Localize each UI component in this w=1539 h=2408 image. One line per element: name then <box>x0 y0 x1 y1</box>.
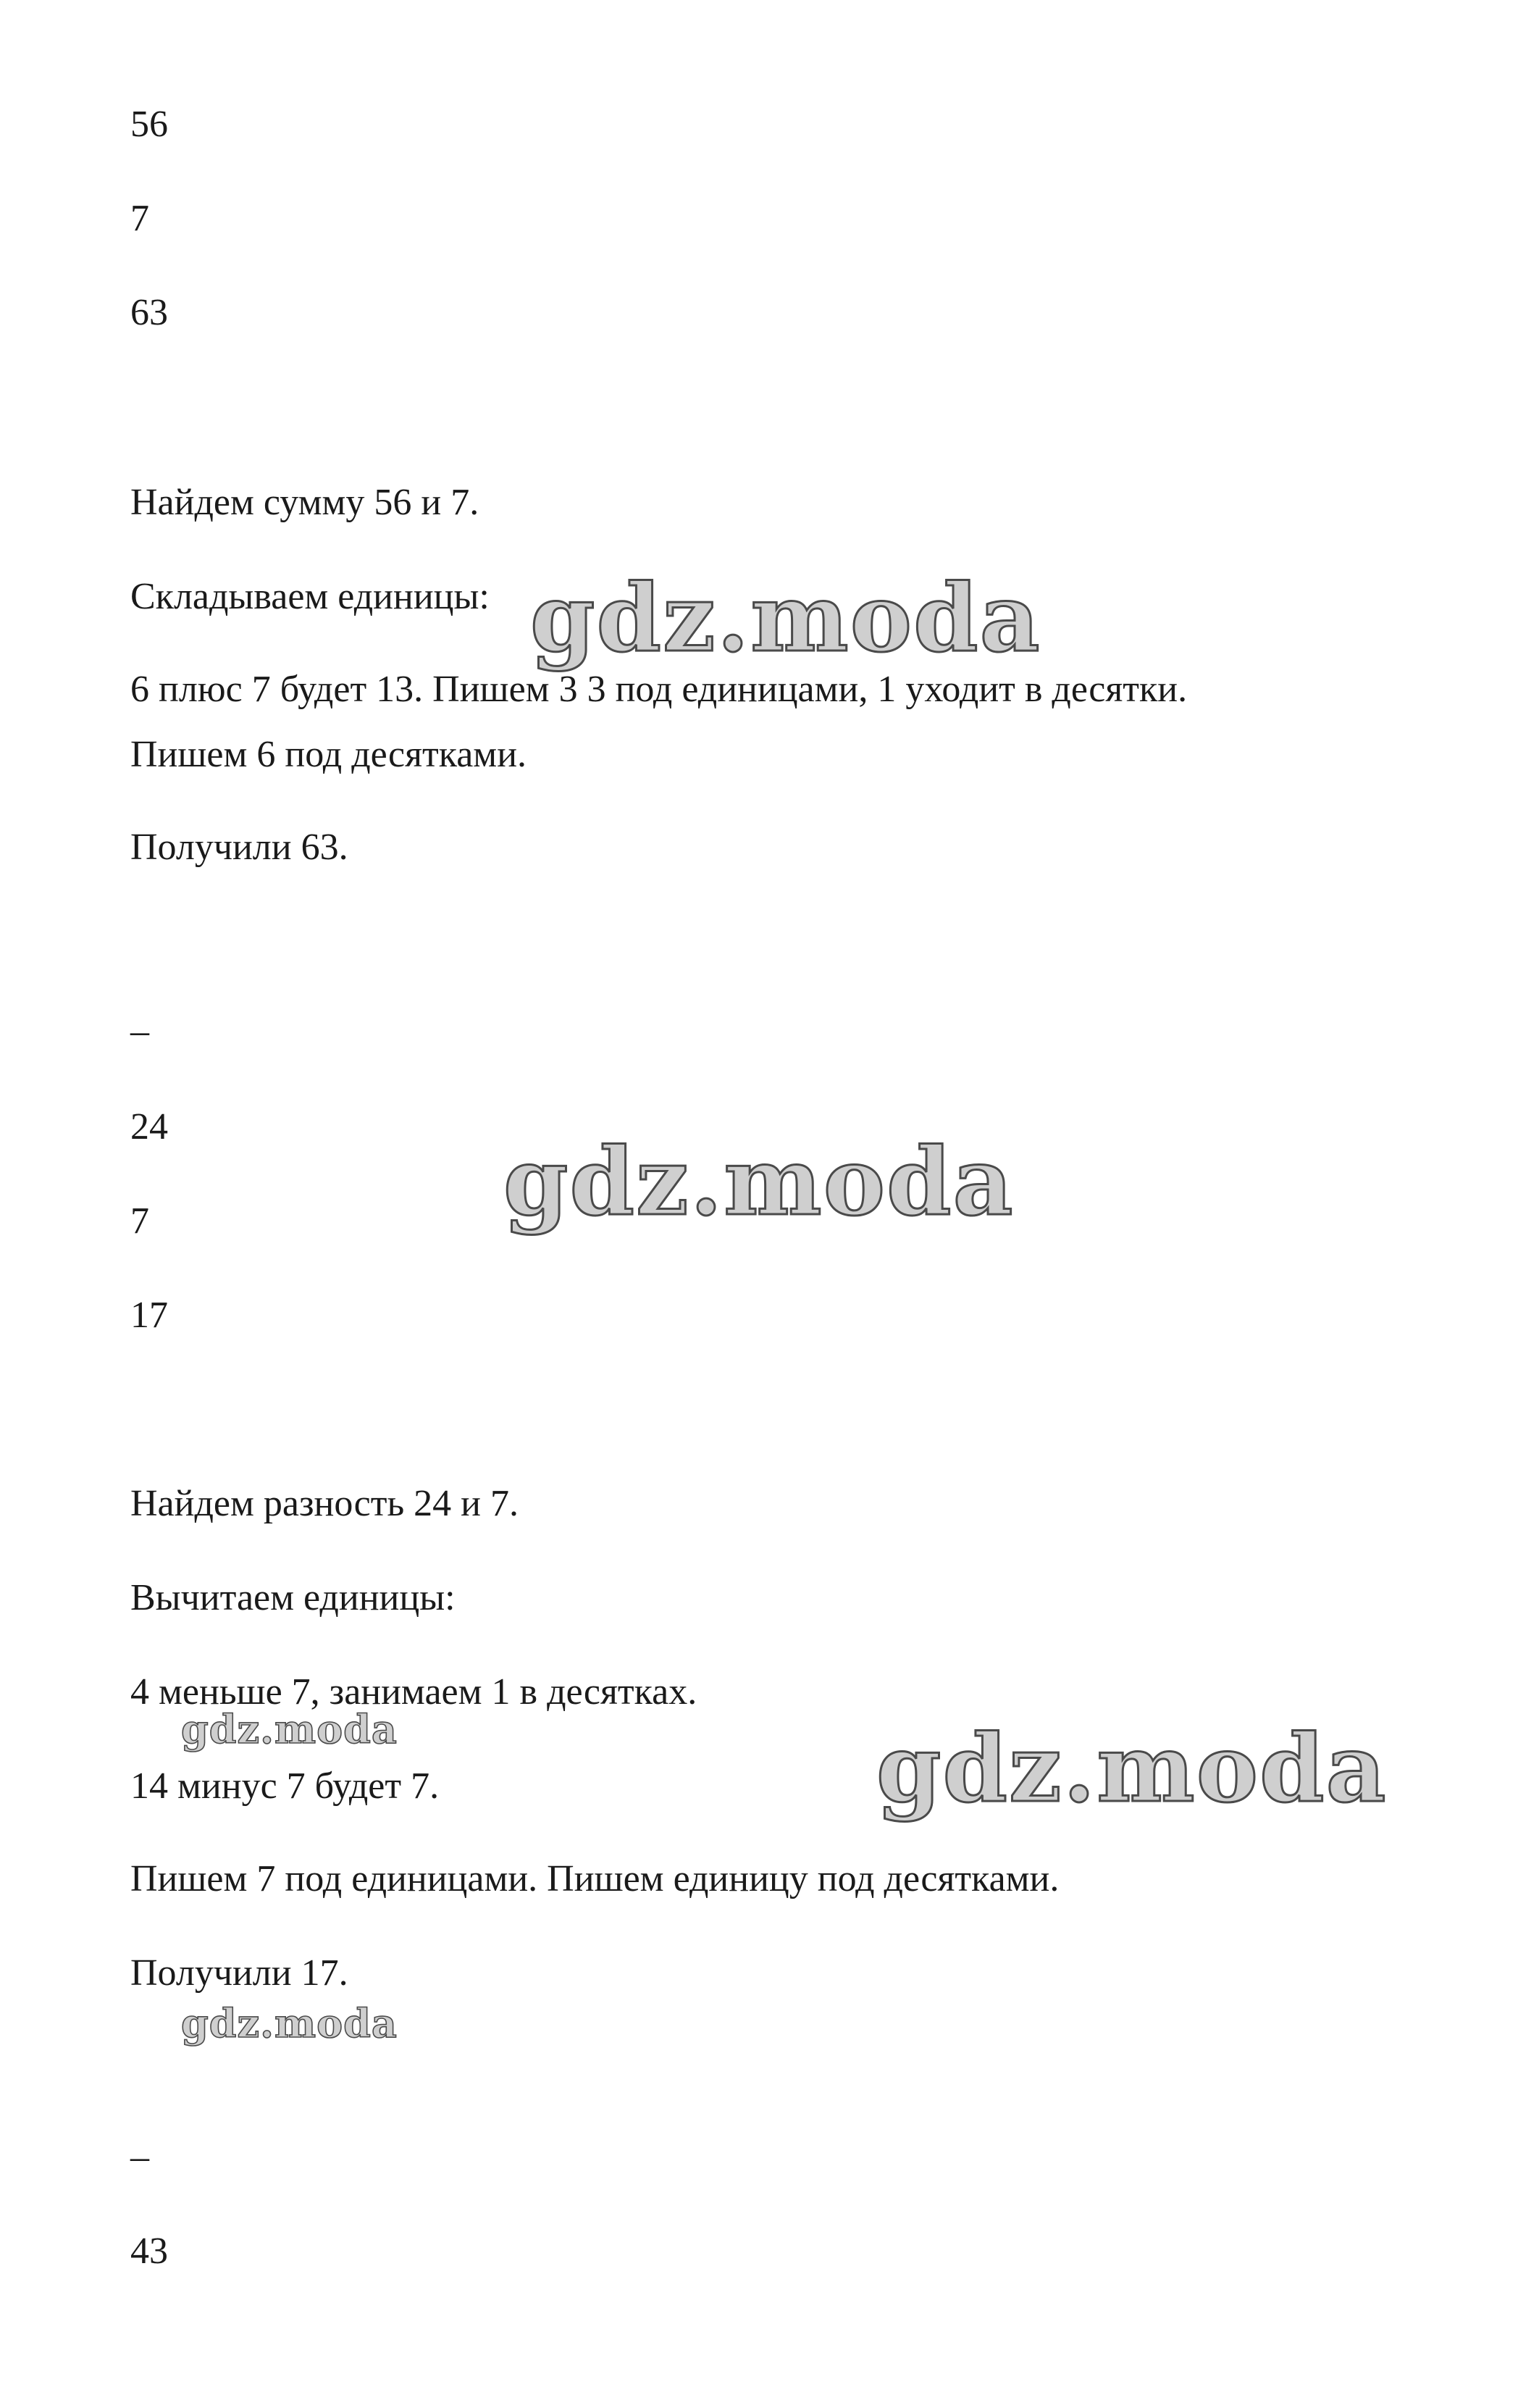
watermark-logo: gdz.moda <box>181 2000 398 2047</box>
result-17: 17 <box>130 1295 168 1336</box>
find-difference-text: Найдем разность 24 и 7. <box>130 1483 519 1524</box>
subtract-units-text: Вычитаем единицы: <box>130 1577 456 1618</box>
operand-43: 43 <box>130 2231 168 2272</box>
explanation-line: 6 плюс 7 будет 13. Пишем 3 3 под единицами, 1 уходит в десятки. <box>130 669 1188 710</box>
watermark-logo: gdz.moda <box>503 1128 1015 1237</box>
watermark-logo: gdz.moda <box>876 1715 1388 1823</box>
minus-sign: – <box>130 1011 149 1052</box>
explanation-line: 14 минус 7 будет 7. <box>130 1765 440 1807</box>
result-63: 63 <box>130 292 168 333</box>
minus-sign: – <box>130 2136 149 2178</box>
find-sum-text: Найдем сумму 56 и 7. <box>130 482 479 523</box>
watermark-logo: gdz.moda <box>530 564 1041 673</box>
result-text: Получили 17. <box>130 1952 348 1994</box>
operand-7: 7 <box>130 198 149 239</box>
operand-24: 24 <box>130 1106 168 1147</box>
watermark-logo: gdz.moda <box>181 1706 398 1752</box>
operand-56: 56 <box>130 104 168 145</box>
operand-7: 7 <box>130 1200 149 1242</box>
add-units-text: Складываем единицы: <box>130 576 490 617</box>
result-text: Получили 63. <box>130 827 348 868</box>
explanation-line: Пишем 7 под единицами. Пишем единицу под десятками. <box>130 1858 1060 1899</box>
explanation-line: 4 меньше 7, занимаем 1 в десятках. <box>130 1671 697 1713</box>
explanation-line: Пишем 6 под десятками. <box>130 734 527 775</box>
